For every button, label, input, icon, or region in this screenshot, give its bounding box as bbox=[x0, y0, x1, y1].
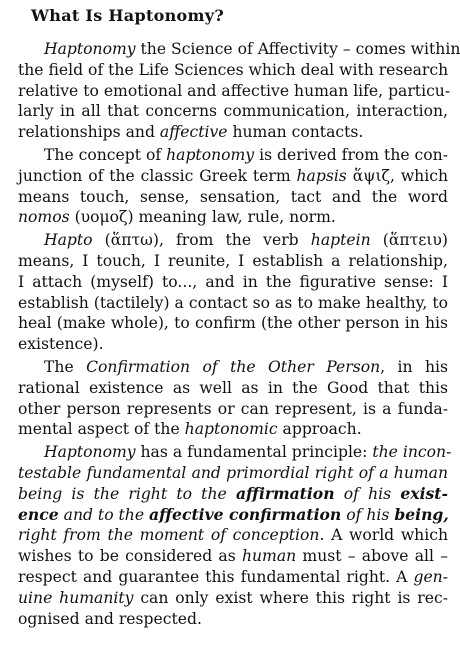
text-run: ognised and respected. bbox=[18, 609, 202, 628]
text-line bbox=[18, 39, 460, 60]
text-line bbox=[18, 567, 448, 588]
italic-emphasis: Hapto bbox=[44, 231, 93, 250]
paragraph bbox=[18, 39, 460, 143]
bold-emphasis: exist- bbox=[400, 483, 448, 503]
text-line bbox=[18, 399, 448, 420]
text-run: (υομοζ) meaning law, rule, norm. bbox=[69, 208, 336, 227]
text-run: existence). bbox=[18, 335, 104, 354]
italic-emphasis: haptonomy bbox=[166, 145, 255, 164]
text-run: , in his bbox=[380, 357, 448, 376]
text-line bbox=[18, 442, 452, 463]
italic-emphasis: gen- bbox=[413, 567, 448, 586]
text-run: The concept of bbox=[44, 145, 167, 164]
text-run: approach. bbox=[277, 420, 362, 439]
text-line bbox=[18, 505, 448, 526]
text-run: respect and guarantee this fundamental right. A bbox=[18, 567, 414, 586]
italic-emphasis: Confirmation of the Other Person bbox=[86, 357, 381, 376]
text-line bbox=[18, 357, 448, 378]
text-line bbox=[18, 207, 448, 228]
text-line bbox=[18, 313, 448, 334]
text-line bbox=[18, 81, 451, 102]
text-run: is derived from the con- bbox=[254, 145, 448, 164]
text-line bbox=[18, 293, 448, 314]
paragraph bbox=[18, 442, 452, 629]
italic-emphasis: right from the moment of conception bbox=[18, 526, 320, 545]
text-line bbox=[18, 145, 448, 166]
text-line bbox=[18, 588, 448, 609]
text-run: means touch, sense, sensation, tact and the word bbox=[18, 187, 448, 206]
text-line bbox=[18, 101, 448, 122]
italic-emphasis: Haptonomy bbox=[44, 443, 136, 462]
bold-emphasis: affirmation bbox=[235, 483, 335, 503]
text-run: has a fundamental principle: bbox=[135, 443, 373, 462]
italic-emphasis: nomos bbox=[18, 208, 70, 227]
text-run: relationships and bbox=[18, 123, 160, 142]
paragraph bbox=[18, 230, 448, 355]
text-line bbox=[18, 546, 448, 567]
italic-emphasis: human bbox=[241, 547, 297, 566]
text-run: must – above all – bbox=[296, 547, 449, 566]
bold-emphasis: affective confirmation bbox=[149, 504, 342, 524]
bold-emphasis: being, bbox=[394, 504, 449, 524]
italic-emphasis: the incon- bbox=[372, 443, 452, 462]
text-run: The bbox=[44, 357, 87, 376]
text-run: ἅψιζ, which bbox=[346, 166, 448, 185]
paragraph bbox=[18, 145, 448, 228]
text-run: other person represents or can represent, is a funda- bbox=[18, 399, 448, 418]
text-line bbox=[18, 484, 448, 505]
text-run: means, I touch, I reunite, I establish a relationship, bbox=[18, 251, 448, 270]
text-run: larly in all that concerns communication, interaction, bbox=[18, 102, 448, 121]
text-run: human contacts. bbox=[227, 123, 364, 142]
text-run: the field of the Life Sciences which deal with research bbox=[18, 60, 449, 79]
italic-emphasis: of his bbox=[334, 484, 401, 503]
text-line bbox=[18, 251, 448, 272]
text-run: relative to emotional and affective human life, particu- bbox=[18, 81, 451, 100]
italic-emphasis: haptonomic bbox=[184, 420, 278, 439]
italic-emphasis: Haptonomy bbox=[44, 40, 136, 58]
body-text bbox=[18, 39, 460, 629]
text-run: I attach (myself) to..., and in the figurative sense: I bbox=[18, 272, 448, 291]
text-run: can only exist where this right is rec- bbox=[133, 588, 448, 607]
text-run: (ἅπτω), from the verb bbox=[92, 231, 311, 250]
text-line bbox=[18, 378, 448, 399]
text-run: mental aspect of the bbox=[18, 420, 185, 439]
text-line bbox=[18, 230, 448, 251]
italic-emphasis: and to the bbox=[58, 505, 150, 524]
italic-emphasis: being is the right to the bbox=[18, 484, 236, 503]
section-heading: What Is Haptonomy? bbox=[31, 6, 225, 25]
text-run: the Science of Affectivity – comes within bbox=[135, 40, 460, 58]
text-run: rational existence as well as in the Good that this bbox=[18, 378, 448, 397]
text-run: establish (tactilely) a contact so as to make healthy, to bbox=[18, 293, 448, 312]
italic-emphasis: uine humanity bbox=[18, 588, 134, 607]
text-line bbox=[18, 463, 448, 484]
text-run: wishes to be considered as bbox=[18, 547, 242, 566]
text-line bbox=[18, 334, 448, 355]
text-line bbox=[18, 525, 448, 546]
italic-emphasis: testable fundamental and primordial right of a human bbox=[18, 463, 448, 482]
bold-emphasis: ence bbox=[18, 504, 59, 524]
italic-emphasis: haptein bbox=[310, 231, 371, 250]
text-run: . A world which bbox=[319, 526, 448, 545]
italic-emphasis: of his bbox=[341, 505, 395, 524]
text-line bbox=[18, 166, 448, 187]
italic-emphasis: hapsis bbox=[296, 166, 347, 185]
text-line bbox=[18, 419, 448, 440]
text-line bbox=[18, 609, 448, 630]
text-run: heal (make whole), to confirm (the other person in his bbox=[18, 314, 448, 333]
text-line bbox=[18, 60, 448, 81]
text-line bbox=[18, 272, 448, 293]
italic-emphasis: affective bbox=[159, 123, 228, 142]
text-run: junction of the classic Greek term bbox=[18, 166, 297, 185]
paragraph bbox=[18, 357, 448, 440]
text-line bbox=[18, 122, 448, 143]
text-line bbox=[18, 187, 448, 208]
text-run: (ἅπτειυ) bbox=[370, 231, 448, 250]
